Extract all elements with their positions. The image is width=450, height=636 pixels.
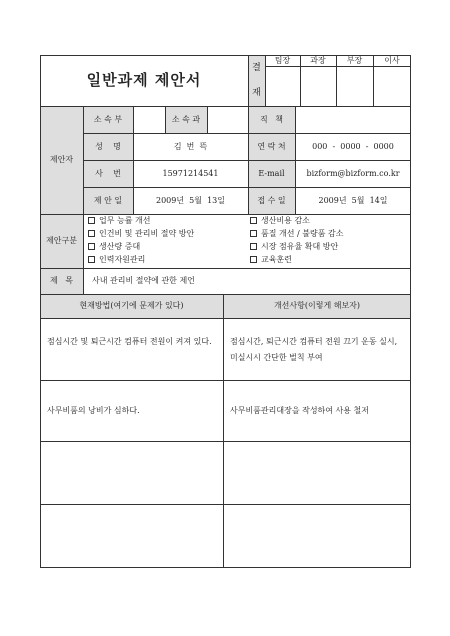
name-value: 김 번 뜩: [173, 141, 208, 151]
category-option[interactable]: 시장 점유율 확대 방안: [250, 243, 338, 251]
table-row-improvement: 점심시간, 퇴근시간 컴퓨터 전원 끄기 운동 실시, 미실시시 간단한 벌칙 부여: [230, 337, 398, 362]
category-option[interactable]: 생산비용 감소: [250, 217, 310, 225]
employee-number-value: 15971214541: [162, 168, 219, 178]
subject-label: 제 목: [49, 276, 74, 285]
email-label: E-mail: [258, 168, 285, 178]
table-row-current: 사무비품의 낭비가 심하다.: [47, 406, 140, 415]
table-row-current: 점심시간 및 퇴근시간 컴퓨터 전원이 켜져 있다.: [47, 337, 212, 346]
checkbox-icon: [250, 230, 257, 237]
checkbox-icon: [88, 217, 95, 224]
approval-label-bottom: 재: [252, 87, 261, 98]
position-label: 직 책: [259, 114, 284, 124]
category-option[interactable]: 생산량 증대: [88, 243, 140, 251]
category-label: 제안구분: [46, 236, 77, 245]
form-title: 일반과제 제안서: [86, 71, 202, 89]
contact-value: 000 - 0000 - 0000: [312, 141, 394, 151]
contact-label: 연 락 처: [257, 141, 286, 151]
checkbox-icon: [250, 243, 257, 250]
proposer-section-label: 제안자: [49, 155, 74, 164]
receipt-date-value: 2009년 5월 14일: [318, 195, 388, 205]
approval-label-top: 결: [252, 62, 261, 73]
dept-label: 소 속 부: [93, 114, 123, 124]
checkbox-icon: [250, 256, 257, 263]
category-option[interactable]: 교육훈련: [250, 256, 292, 264]
team-label: 소 속 과: [171, 114, 201, 124]
checkbox-icon: [250, 217, 257, 224]
table-row-improvement: 사무비품관리대장을 작성하여 사용 철저: [230, 406, 370, 415]
approval-role-director: 이사: [384, 55, 400, 65]
category-option[interactable]: 인력자원관리: [88, 256, 145, 264]
checkbox-icon: [88, 256, 95, 263]
name-label: 성 명: [95, 141, 121, 151]
approval-role-manager: 과장: [310, 55, 326, 65]
category-option[interactable]: 업무 능률 개선: [88, 217, 150, 225]
checkbox-icon: [88, 230, 95, 237]
subject-value: 사내 관리비 절약에 관한 제언: [92, 276, 195, 285]
approval-role-general-manager: 부장: [346, 55, 363, 65]
receipt-date-label: 접 수 일: [257, 195, 286, 205]
improvement-header: 개선사항(이렇게 해보자): [273, 301, 361, 310]
proposal-date-value: 2009년 5월 13일: [156, 195, 225, 205]
employee-number-label: 사 번: [95, 168, 121, 178]
approval-role-team-lead: 팀장: [274, 55, 291, 65]
category-option[interactable]: 인건비 및 관리비 절약 방안: [88, 230, 194, 238]
proposal-date-label: 제 안 일: [93, 195, 123, 205]
checkbox-icon: [88, 243, 95, 250]
email-value: bizform@bizform.co.kr: [306, 168, 400, 178]
category-option[interactable]: 품질 개선 / 불량품 감소: [250, 230, 343, 238]
current-method-header: 현재방법(여기에 문제가 있다): [79, 301, 184, 310]
